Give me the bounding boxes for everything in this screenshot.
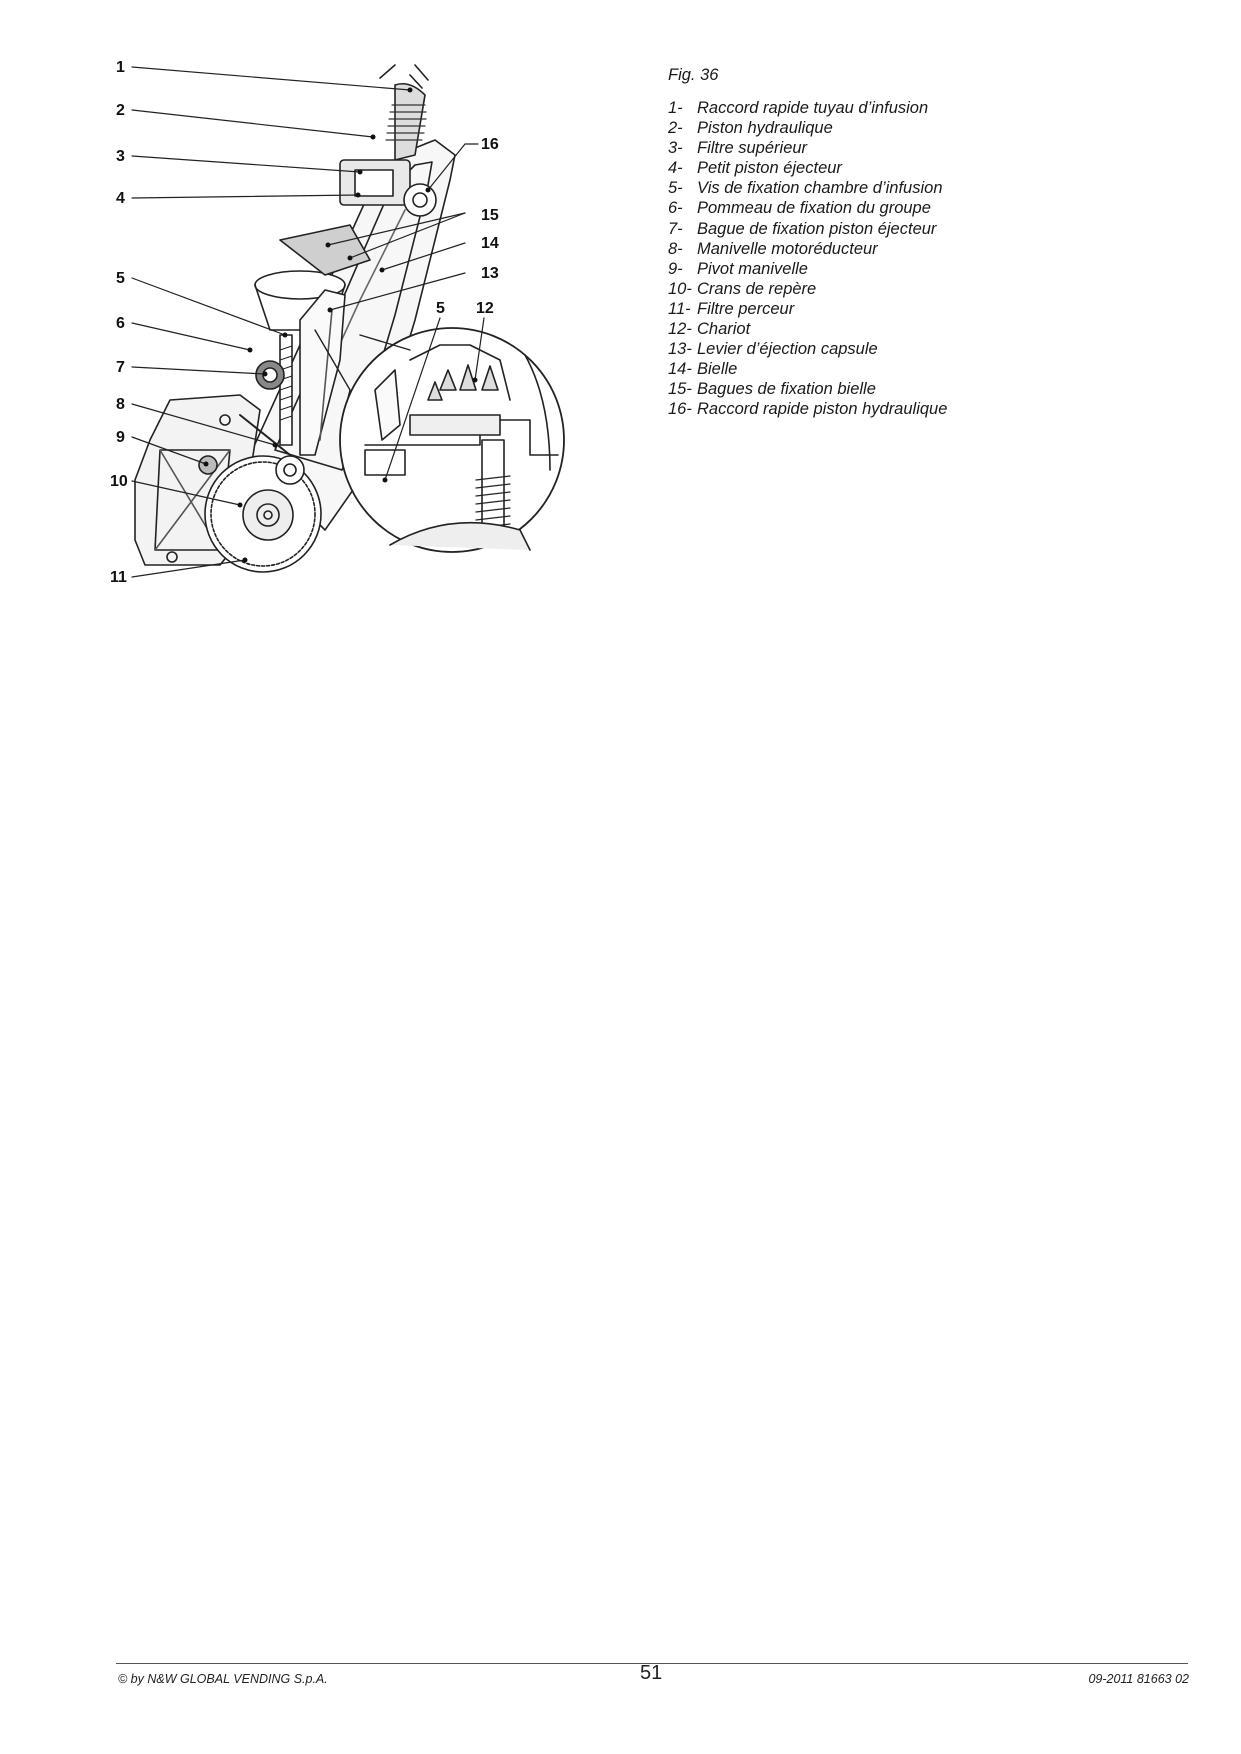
legend-item xyxy=(668,219,947,239)
legend-item-number: 5- xyxy=(668,179,683,198)
legend-item-text: Filtre perceur xyxy=(697,299,795,318)
legend-item xyxy=(668,118,947,138)
legend-item-text: Bague de fixation piston éjecteur xyxy=(697,219,937,238)
figure-36-illustration xyxy=(110,60,670,660)
legend-item-text: Piston hydraulique xyxy=(697,119,833,138)
legend-item-number: 7- xyxy=(668,219,683,238)
legend-item-text: Vis de fixation chambre d’infusion xyxy=(697,179,943,198)
callout-10: 10 xyxy=(110,473,128,490)
legend-item xyxy=(668,339,947,359)
legend-item xyxy=(668,158,947,178)
callout-15: 15 xyxy=(481,207,499,224)
callout-4: 4 xyxy=(116,190,125,207)
legend-item-number: 9- xyxy=(668,259,683,278)
legend-item xyxy=(668,319,947,339)
legend-item-number: 6- xyxy=(668,199,683,218)
callout-8: 8 xyxy=(116,396,125,413)
legend-item-number: 16- xyxy=(668,400,692,419)
legend-item-number: 14- xyxy=(668,360,692,379)
footer-copyright: © by N&W GLOBAL VENDING S.p.A. xyxy=(118,1672,328,1686)
legend-item xyxy=(668,399,947,419)
legend-item-number: 13- xyxy=(668,340,692,359)
legend-item-number: 3- xyxy=(668,139,683,158)
callout-9: 9 xyxy=(116,429,125,446)
legend-item xyxy=(668,178,947,198)
legend-item-text: Chariot xyxy=(697,320,751,339)
callout-16: 16 xyxy=(481,136,499,153)
page-number: 51 xyxy=(640,1662,663,1684)
legend-item xyxy=(668,299,947,319)
callout-12: 12 xyxy=(476,300,494,317)
legend-item xyxy=(668,198,947,218)
document-reference: 09-2011 81663 02 xyxy=(1088,1672,1189,1686)
legend-item-text: Raccord rapide tuyau d’infusion xyxy=(697,99,929,117)
legend-item-text: Bagues de fixation bielle xyxy=(697,380,876,399)
callout-5: 5 xyxy=(116,270,125,287)
callout-1: 1 xyxy=(116,59,125,76)
legend-item xyxy=(668,138,947,158)
figure-caption: Fig. 36 xyxy=(668,66,719,84)
legend-item-text: Crans de repère xyxy=(697,279,817,298)
callout-5-inset: 5 xyxy=(436,300,445,317)
legend-item xyxy=(668,259,947,279)
legend-item-number: 15- xyxy=(668,380,692,399)
legend-item-number: 8- xyxy=(668,239,683,258)
legend-item xyxy=(668,279,947,299)
callout-13: 13 xyxy=(481,265,499,282)
brewer-unit-drawing xyxy=(110,60,670,660)
legend-item-text: Raccord rapide piston hydraulique xyxy=(697,400,948,419)
callout-2: 2 xyxy=(116,102,125,119)
legend-item xyxy=(668,239,947,259)
legend-item-text: Pivot manivelle xyxy=(697,259,808,278)
legend-item-text: Manivelle motoréducteur xyxy=(697,239,878,258)
callout-7: 7 xyxy=(116,359,125,376)
legend-item-number: 4- xyxy=(668,159,683,178)
legend-item-number: 1- xyxy=(668,99,683,117)
callout-3: 3 xyxy=(116,148,125,165)
parts-legend xyxy=(668,98,947,420)
legend-item-text: Filtre supérieur xyxy=(697,139,808,158)
legend-item-number: 12- xyxy=(668,320,692,339)
legend-item-text: Pommeau de fixation du groupe xyxy=(697,199,931,218)
callout-11: 11 xyxy=(110,569,127,586)
legend-item-text: Petit piston éjecteur xyxy=(697,159,842,178)
legend-item xyxy=(668,98,947,118)
callout-6: 6 xyxy=(116,315,125,332)
legend-item xyxy=(668,379,947,399)
callout-14: 14 xyxy=(481,235,499,252)
legend-item-number: 10- xyxy=(668,279,692,298)
legend-item-number: 2- xyxy=(668,119,683,138)
legend-item-text: Levier d’éjection capsule xyxy=(697,340,878,359)
legend-item-text: Bielle xyxy=(697,360,738,379)
legend-item xyxy=(668,359,947,379)
legend-item-number: 11- xyxy=(668,299,691,318)
